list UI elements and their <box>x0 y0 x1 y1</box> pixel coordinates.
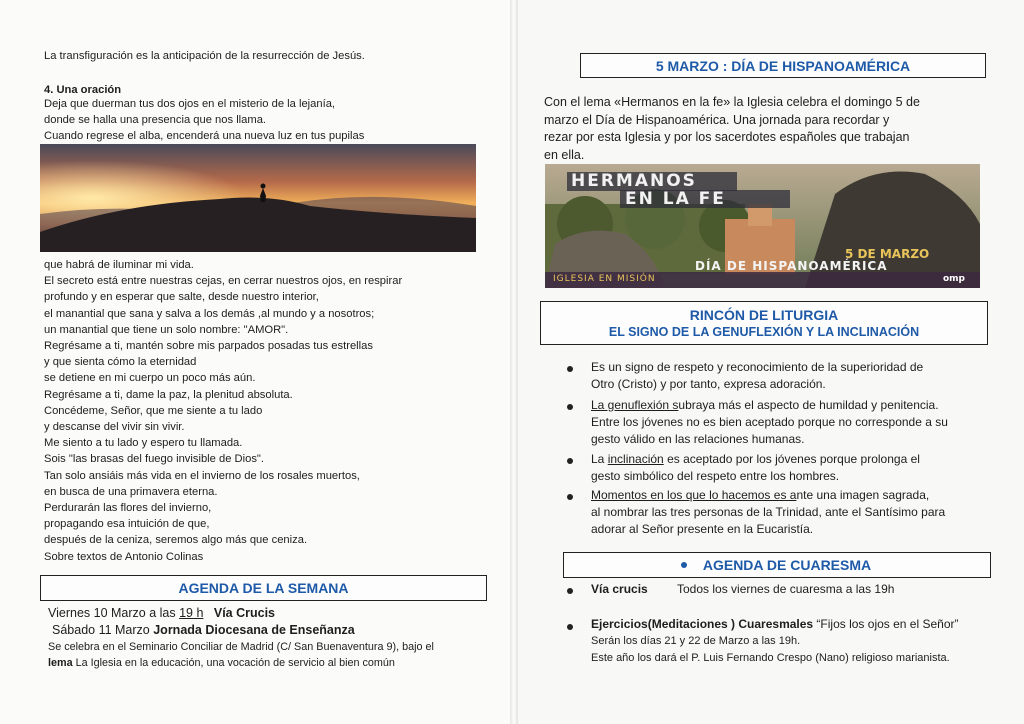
cuaresma-title: AGENDA DE CUARESMA <box>702 557 872 573</box>
poem-line: Perdurarán las flores del invierno, <box>44 502 212 515</box>
cuaresma-ejercicios-preacher: Este año los dará el P. Luis Fernando Crespo (Nano) religioso marianista. <box>591 652 950 664</box>
poem-line: y descanse del vivir sin vivir. <box>44 421 185 434</box>
poem-before-image <box>44 96 484 145</box>
poem-line: profundo y en esperar que salte, desde nuestro interior, <box>44 291 319 304</box>
liturgia-item-1: Es un signo de respeto y reconocimiento de la superioridad de Otro (Cristo) y por tanto, expresa adoración. <box>591 360 924 391</box>
cuaresma-via-crucis: Vía crucis <box>591 582 648 596</box>
poem-line: Me siento a tu lado y espero tu llamada. <box>44 437 243 450</box>
liturgia-box <box>540 301 988 345</box>
poem-line: que habrá de iluminar mi vida. <box>44 259 194 271</box>
agenda-sabado-desc-2: lema La Iglesia en la educación, una vocación de servicio al bien común <box>48 657 395 669</box>
liturgia-subtitle: EL SIGNO DE LA GENUFLEXIÓN Y LA INCLINACIÓN <box>608 325 920 339</box>
agenda-item-viernes: Viernes 10 Marzo a las 19 h Vía Crucis <box>48 606 275 620</box>
section-title: 4. Una oración <box>44 84 122 96</box>
intro-line: La transfiguración es la anticipación de la resurrección de Jesús. <box>44 50 365 62</box>
poem-line: el manantial que sana y salva a los demás ,al mundo y a nosotros; <box>44 307 375 320</box>
omp-logo: omp <box>943 274 966 284</box>
poem-line: en busca de una primavera eterna. <box>44 485 218 498</box>
liturgia-item-3: La inclinación es aceptado por los jóvenes porque prolonga el gesto simbólico del respeto entre los hombres. <box>591 452 920 483</box>
agenda-semana-box <box>40 575 487 601</box>
bullet-icon <box>567 624 573 630</box>
poem-line: Sois "las brasas del fuego invisible de Dios". <box>44 453 264 466</box>
poem-line: Concédeme, Señor, que me siente a tu lado <box>44 404 263 417</box>
sunset-mountain-photo <box>40 144 476 252</box>
banner-title-line2: EN LA FE <box>625 189 726 209</box>
hispanoamerica-paragraph: Con el lema «Hermanos en la fe» la Iglesia celebra el domingo 5 de marzo el Día de Hispanoamérica. Una jornada para recordar y rezar por esta Iglesia y por los sacerdotes españoles que trabajan en ella. <box>544 95 920 162</box>
poem-line: un manantial que tiene un solo nombre: "AMOR". <box>44 323 289 336</box>
poem-line: y que sienta cómo la eternidad <box>44 356 197 369</box>
cuaresma-ejercicios-dates: Serán los días 21 y 22 de Marzo a las 19h. <box>591 635 801 647</box>
bullet-icon <box>567 494 573 500</box>
poem-line: después de la ceniza, seremos algo más que ceniza. <box>44 534 308 547</box>
agenda-semana-title: AGENDA DE LA SEMANA <box>178 580 349 596</box>
banner-title-line1: HERMANOS <box>571 171 697 191</box>
agenda-item-sabado: Sábado 11 Marzo Jornada Diocesana de Enseñanza <box>52 623 355 637</box>
cuaresma-via-crucis-text: Todos los viernes de cuaresma a las 19h <box>677 582 895 596</box>
bullet-icon <box>567 404 573 410</box>
hispanoamerica-title: 5 MARZO : DÍA DE HISPANOAMÉRICA <box>655 58 911 74</box>
page-fold <box>510 0 518 724</box>
banner-day: DÍA DE HISPANOAMÉRICA <box>695 259 888 273</box>
poem-line: propagando esa intuición de que, <box>44 518 210 531</box>
poem-line: Sobre textos de Antonio Colinas <box>44 550 204 563</box>
banner-footer: IGLESIA EN MISIÓN <box>553 274 656 284</box>
bullet-icon <box>567 588 573 594</box>
poem-line: se detiene en mi cuerpo un poco más aún. <box>44 372 256 385</box>
poem-after-image <box>44 257 484 565</box>
poem-line: El secreto está entre nuestras cejas, en cerrar nuestros ojos, en respirar <box>44 275 403 288</box>
poem-line: Deja que duerman tus dos ojos en el misterio de la lejanía, <box>44 98 336 110</box>
liturgia-item-2: La genuflexión subraya más el aspecto de humildad y penitencia. Entre los jóvenes no es bien aceptado porque no corresponde a su gesto válido en las relaciones humanas. <box>591 398 948 446</box>
poem-line: Tan solo ansiáis más vida en el invierno de los rosales muertos, <box>44 469 360 482</box>
banner-date: 5 DE MARZO <box>845 247 930 261</box>
hispanoamerica-box <box>580 53 986 78</box>
bullet-icon <box>567 366 573 372</box>
liturgia-title: RINCÓN DE LITURGIA <box>689 307 839 323</box>
liturgia-item-4: Momentos en los que lo hacemos es ante una imagen sagrada, al nombrar las tres personas de la Trinidad, ante el Santísimo para adorar al Señor presente en la Eucaristía. <box>591 488 946 536</box>
cuaresma-ejercicios: Ejercicios(Meditaciones ) Cuaresmales “Fijos los ojos en el Señor” <box>591 617 959 631</box>
bullet-icon <box>567 458 573 464</box>
poem-line: Regrésame a ti, dame la paz, la plenitud absoluta. <box>44 388 293 401</box>
hermanos-en-la-fe-banner <box>545 164 980 288</box>
agenda-sabado-desc-1: Se celebra en el Seminario Conciliar de Madrid (C/ San Buenaventura 9), bajo el <box>48 641 434 653</box>
poem-line: donde se halla una presencia que nos llama. <box>44 114 267 127</box>
poem-line: Regrésame a ti, mantén sobre mis parpados posadas tus estrellas <box>44 340 373 353</box>
poem-line: Cuando regrese el alba, encenderá una nueva luz en tus pupilas <box>44 130 365 143</box>
cuaresma-box <box>563 552 991 578</box>
